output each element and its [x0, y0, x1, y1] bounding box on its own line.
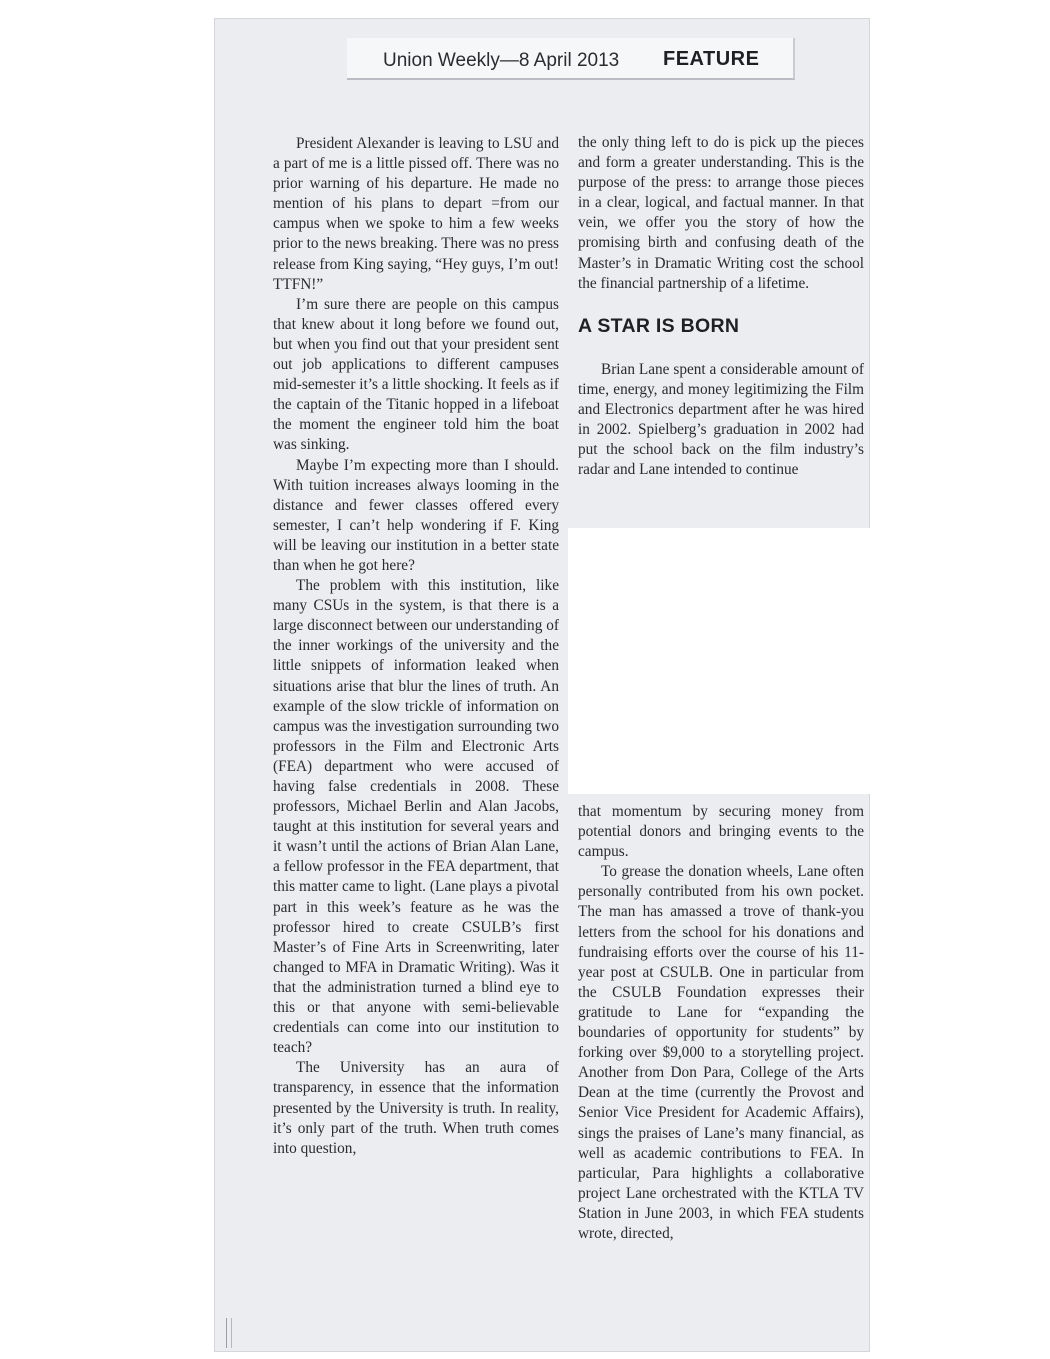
paragraph: The problem with this institution, like many CSUs in the system, is that there is a large disconnect between our understanding of the inner workings of the university and the little snippets of information leaked when situations arise that blur the lines of truth. An example of the slow trickle of information on campus was the investigation surrounding two professors in the Film and Electronic Arts (FEA) department who were accused of having false credentials in 2008. These professors, Michael Berlin and Alan Jacobs, taught at this institution for several years and it wasn’t until the actions of Brian Alan Lane, a fellow professor in the FEA department, that this matter came to light. (Lane plays a pivotal part in this week’s feature as he was the professor hired to create CSULB’s first Master’s of Fine Arts in Screenwriting, later changed to MFA in Dramatic Writing). Was it that the administration turned a blind eye to this or that anyone with semi-believable credentials can come into our institution to teach? [273, 577, 559, 1057]
paragraph: Brian Lane spent a considerable amount of time, energy, and money legitimizing the Film and Electronics department after he was hired in 2002. Spielberg’s graduation in 2002 had put the school back on the film industry’s radar and Lane intended to continue [578, 360, 864, 479]
paragraph: To grease the donation wheels, Lane often personally contributed from his own pocket. The man has amassed a trove of thank-you letters from the school for his donations and fundraising efforts over the course of his 11-year post at CSULB. One in particular from the CSULB Foundation expresses their gratitude to Lane for “expanding the boundaries of opportunity for students” by forking over $9,000 to a storytelling project. Another from Don Para, College of the Arts Dean at the time (currently the Provost and Senior Vice President for Academic Affairs), sings the praises of Lane’s many financial, as well as academic contributions to FEA. In particular, Para highlights a collaborative project Lane orchestrated with the KTLA TV Station in June 2003, in which FEA students wrote, directed, [578, 863, 864, 1242]
fold-mark [226, 1318, 232, 1348]
right-column-top [578, 133, 864, 480]
paragraph: The University has an aura of transparency, in essence that the information presented by the University is truth. In reality, it’s only part of the truth. When truth comes into question, [273, 1059, 559, 1157]
section-label: FEATURE [663, 48, 760, 70]
paragraph: the only thing left to do is pick up the pieces and form a greater understanding. This is the purpose of the press: to arrange those pieces in a clear, logical, and factual manner. In that vein, we offer you the story of how the promising birth and confusing death of the Master’s in Dramatic Writing cost the school the financial partnership of a lifetime. [578, 134, 864, 292]
publication-date: Union Weekly—8 April 2013 [383, 50, 620, 71]
left-column [273, 134, 559, 1159]
section-subhead: A STAR IS BORN [578, 314, 740, 337]
cut-out-gap [568, 528, 872, 794]
right-column-bottom [578, 802, 864, 1244]
paragraph: I’m sure there are people on this campus that knew about it long before we found out, but when you find out that your president sent out job applications to different campuses mid-semester it’s a little shocking. It feels as if the captain of the Titanic hopped in a lifeboat the moment the engineer told him the boat was sinking. [273, 295, 559, 454]
masthead [347, 38, 795, 80]
paragraph: Maybe I’m expecting more than I should. With tuition increases always looming in the distance and fewer classes offered every semester, I can’t help wondering if F. King will be leaving our institution in a better state than when he got here? [273, 456, 559, 574]
paragraph: that momentum by securing money from potential donors and bringing events to the campus. [578, 803, 864, 861]
paragraph: President Alexander is leaving to LSU and a part of me is a little pissed off. There was no prior warning of his departure. He made no mention of his plans to depart =from our campus when we spoke to him a few weeks prior to the news breaking. There was no press release from King saying, “Hey guys, I’m out! TTFN!” [273, 135, 559, 293]
